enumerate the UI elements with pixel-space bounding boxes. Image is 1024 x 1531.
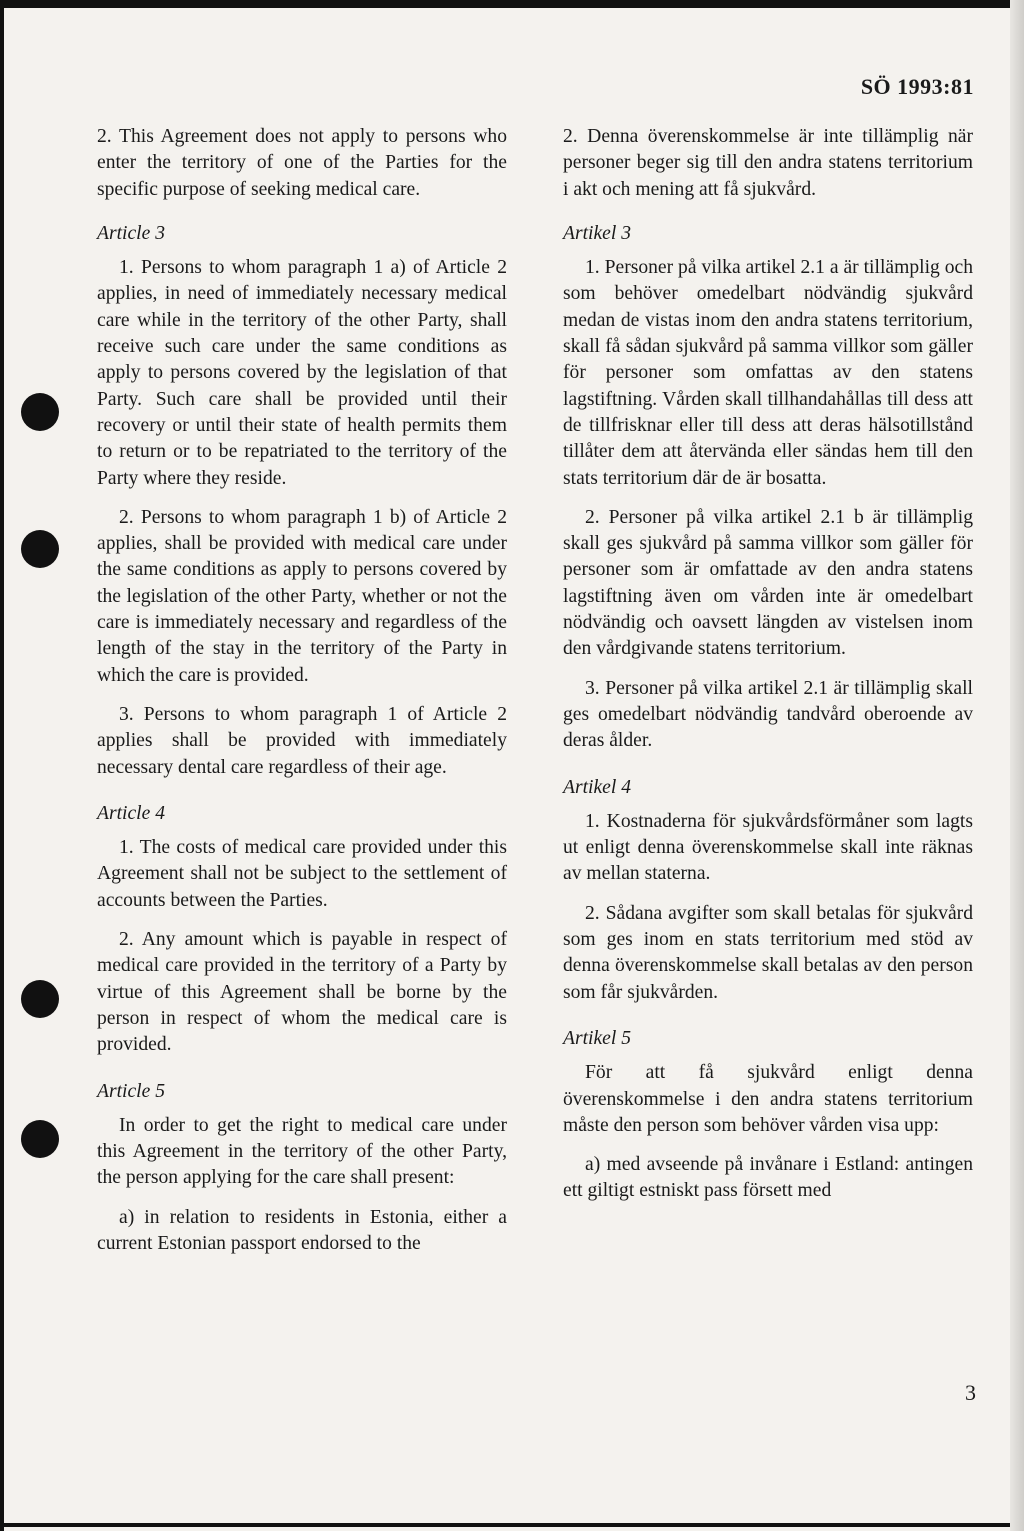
english-column (97, 124, 507, 1270)
top-border-rule (0, 0, 1010, 8)
left-border-rule (0, 0, 4, 1531)
sv-art3-paragraph-3: 3. Personer på vilka artikel 2.1 är tillämplig skall ges omedelbart nödvändig tandvård oberoende av deras ålder. (563, 677, 973, 752)
sv-art5-paragraph-2: a) med avseende på invånare i Estland: antingen ett giltigt estniskt pass försett med (563, 1154, 973, 1202)
en-paragraph-art2-2: 2. This Agreement does not apply to persons who enter the territory of one of the Parties for the specific purpose of seeking medical care. (97, 126, 507, 200)
sv-article-3-heading: Artikel 3 (563, 222, 632, 244)
en-article-4-heading: Article 4 (97, 802, 166, 824)
sv-article-4-heading: Artikel 4 (563, 776, 632, 798)
en-art3-paragraph-1: 1. Persons to whom paragraph 1 a) of Article 2 applies, in need of immediately necessary medical care while in the territory of the other Party, shall receive such care under the same conditions as apply to persons covered by the legislation of that Party. Such care shall be provided until their recovery or until their state of health permits them to return or to be repatriated to the territory of the Party where they reside. (97, 257, 507, 489)
en-article-3-heading: Article 3 (97, 222, 166, 244)
sv-art3-paragraph-1: 1. Personer på vilka artikel 2.1 a är tillämplig och som behöver omedelbart nödvändig sjukvård medan de vistas inom den andra statens territorium, skall få sådan sjukvård på samma villkor som gäller för personer som omfattas av den statens lagstiftning. Vården skall tillhandahållas till dess att de tillfrisknar eller till dess att deras hälsotillstånd tillåter dem att återvända eller sändas hem till den stats territorium där de är bosatta. (563, 257, 973, 489)
document-reference: SÖ 1993:81 (860, 74, 974, 99)
sv-art4-paragraph-1: 1. Kostnaderna för sjukvårdsförmåner som lagts ut enligt denna överenskommelse skall inte räknas av mellan staterna. (563, 810, 973, 885)
sv-paragraph-art2-2: 2. Denna överenskommelse är inte tillämplig när personer beger sig till den andra statens territorium i akt och mening att få sjukvård. (563, 126, 973, 200)
en-art5-paragraph-2: a) in relation to residents in Estonia, either a current Estonian passport endorsed to the (97, 1206, 507, 1254)
en-art5-paragraph-1: In order to get the right to medical care under this Agreement in the territory of the other Party, the person applying for the care shall present: (97, 1114, 507, 1189)
punch-hole-3 (21, 980, 59, 1018)
sv-art4-paragraph-2: 2. Sådana avgifter som skall betalas för sjukvård som ges inom en stats territorium med stöd av denna överenskommelse skall betalas av den person som får sjukvården. (563, 902, 973, 1003)
en-art3-paragraph-2: 2. Persons to whom paragraph 1 b) of Article 2 applies, shall be provided with medical care under the same conditions as apply to persons covered by the legislation of the other Party, whether or not the care is immediately necessary and regardless of the length of the stay in the territory of the Party in which the care is provided. (97, 506, 507, 686)
sv-art3-paragraph-2: 2. Personer på vilka artikel 2.1 b är tillämplig skall ges sjukvård på samma villkor som gäller för personer som är omfattade av den andra statens lagstiftning även om vården inte är omedelbart nödvändig och oavsett längden av vistelsen inom den vårdgivande statens territorium. (563, 506, 973, 660)
swedish-column (563, 124, 973, 1218)
punch-hole-2 (21, 530, 59, 568)
en-art4-paragraph-1: 1. The costs of medical care provided under this Agreement shall not be subject to the settlement of accounts between the Parties. (97, 837, 507, 911)
punch-hole-4 (21, 1120, 59, 1158)
bottom-border-rule (0, 1523, 1010, 1527)
en-art3-paragraph-3: 3. Persons to whom paragraph 1 of Article 2 applies shall be provided with immediately necessary dental care regardless of their age. (97, 703, 507, 778)
en-article-5-heading: Article 5 (97, 1080, 166, 1102)
en-art4-paragraph-2: 2. Any amount which is payable in respect of medical care provided in the territory of a Party by virtue of this Agreement shall be borne by the person in respect of whom the medical care is provided. (97, 929, 507, 1056)
right-page-edge (1010, 0, 1024, 1531)
page-number: 3 (965, 1380, 976, 1405)
sv-article-5-heading: Artikel 5 (563, 1027, 632, 1049)
punch-hole-1 (21, 393, 59, 431)
sv-art5-paragraph-1: För att få sjukvård enligt denna överenskommelse i den andra statens territorium måste den person som behöver vården visa upp: (563, 1062, 973, 1136)
